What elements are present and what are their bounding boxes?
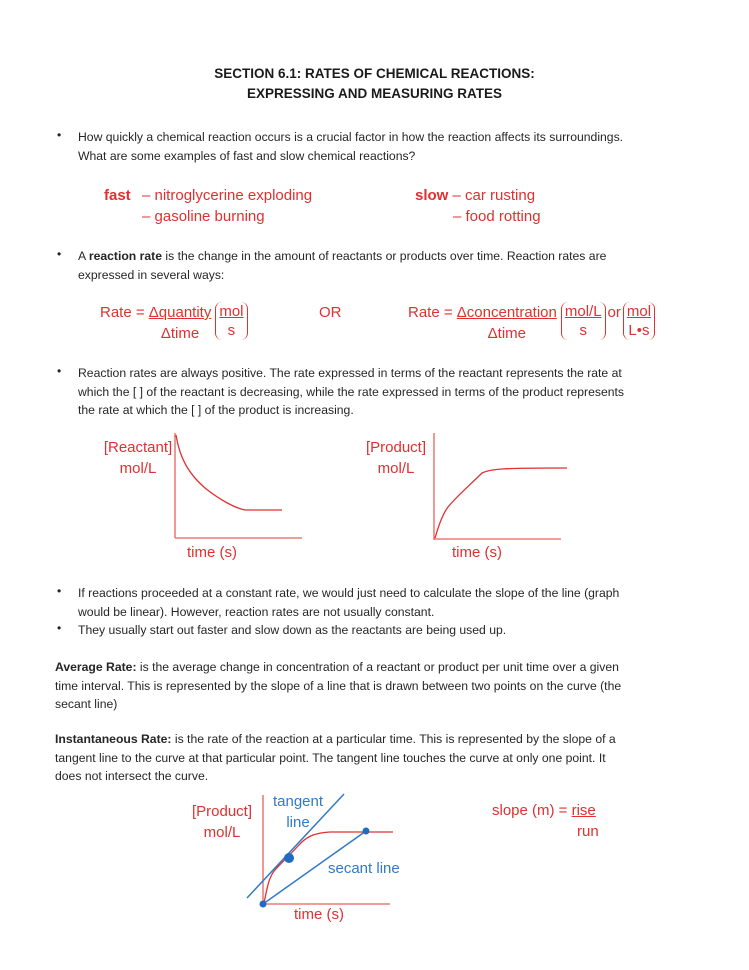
ylabel-line: mol/L — [203, 824, 241, 841]
secant-line-label: secant line — [328, 860, 400, 877]
title-line-2: EXPRESSING AND MEASURING RATES — [246, 86, 503, 101]
slow-item: – food rotting — [453, 208, 541, 225]
ylabel-line: [Product] — [191, 803, 253, 820]
text-line: time interval. This is represented by the slope of a line that is drawn between two points on the curve (the — [55, 678, 622, 693]
bullet-dot: • — [57, 128, 62, 142]
text: A — [78, 249, 89, 263]
secant-start-point — [260, 901, 267, 908]
product-curve — [264, 832, 393, 903]
term-reaction-rate: reaction rate — [88, 249, 162, 263]
text-line: does not intersect the curve. — [55, 769, 209, 783]
text: is the change in the amount of reactants or products over time. Reaction rates are — [162, 249, 607, 263]
or-text: or — [607, 304, 621, 321]
text-line: the rate at which the [ ] of the product is increasing. — [78, 403, 354, 417]
ylabel-line: mol/L — [377, 460, 415, 477]
text-line: expressed in several ways: — [78, 267, 225, 282]
slope-run: run — [577, 823, 599, 840]
ylabel-line: [Reactant] — [103, 439, 173, 456]
term-instantaneous-rate: Instantaneous Rate: — [55, 732, 172, 746]
term-average-rate: Average Rate: — [55, 660, 137, 674]
text-line: If reactions proceeded at a constant rate, we would just need to calculate the slope of the line (graph — [78, 586, 620, 600]
reactant-graph-xlabel: time (s) — [187, 544, 237, 561]
rate-diagram-xlabel: time (s) — [294, 906, 344, 923]
unit-num: mol/L — [564, 303, 602, 320]
product-graph-xlabel: time (s) — [452, 544, 502, 561]
slow-item: – car rusting — [452, 187, 536, 204]
numerator: Δquantity — [148, 304, 212, 321]
slow-label: slow — [415, 187, 449, 204]
unit-den: s — [227, 322, 236, 339]
bullet-dot: • — [57, 364, 62, 378]
text-line: which the [ ] of the reactant is decreasing, while the rate expressed in terms of the product represents — [78, 384, 625, 399]
text-line: secant line) — [55, 697, 118, 711]
text-line: What are some examples of fast and slow chemical reactions? — [78, 148, 416, 163]
bullet-dot: • — [57, 584, 62, 598]
reactant-graph — [175, 433, 302, 538]
slope-prefix: slope (m) = — [492, 802, 572, 819]
fast-item: – nitroglycerine exploding — [142, 187, 313, 204]
product-curve — [435, 468, 567, 538]
tangent-point — [284, 853, 294, 863]
unit-den: s — [579, 322, 587, 339]
bullet-dot: • — [57, 247, 62, 261]
title-line-1: SECTION 6.1: RATES OF CHEMICAL REACTIONS: — [214, 66, 535, 81]
text-line: Reaction rates are always positive. The rate expressed in terms of the reactant represents the rate at — [78, 366, 622, 380]
label-line: line — [286, 814, 310, 831]
rate-prefix: Rate = — [408, 304, 457, 321]
reactant-curve — [176, 435, 282, 510]
ylabel-line: [Product] — [365, 439, 427, 456]
denominator: Δtime — [487, 325, 526, 342]
slope-rise: rise — [571, 802, 596, 819]
bullet-dot: • — [57, 621, 62, 635]
unit-num: mol — [626, 303, 652, 320]
rate-diagram — [247, 794, 393, 908]
fast-label: fast — [104, 187, 131, 204]
or-label: OR — [319, 304, 342, 321]
rate-prefix: Rate = — [100, 304, 149, 321]
ylabel-line: mol/L — [119, 460, 157, 477]
secant-end-point — [363, 828, 370, 835]
denominator: Δtime — [160, 325, 200, 342]
text: is the rate of the reaction at a particular time. This is represented by the slope of a — [171, 732, 616, 746]
label-line: tangent — [272, 793, 324, 810]
text-line: How quickly a chemical reaction occurs is a crucial factor in how the reaction affects its surroundings. — [78, 130, 624, 144]
text: is the average change in concentration of a reactant or product per unit time over a given — [136, 660, 619, 674]
unit-den: L•s — [628, 322, 650, 339]
text-line: They usually start out faster and slow down as the reactants are being used up. — [78, 623, 507, 637]
secant-line — [263, 831, 366, 904]
numerator: Δconcentration — [456, 304, 557, 321]
text-line: would be linear). However, reaction rates are not usually constant. — [78, 604, 435, 619]
text-line: tangent line to the curve at that particular point. The tangent line touches the curve at only one point. It — [55, 750, 606, 765]
tangent-line — [247, 794, 344, 898]
fast-item: – gasoline burning — [142, 208, 265, 225]
product-graph — [434, 433, 567, 540]
unit-num: mol — [219, 303, 244, 320]
